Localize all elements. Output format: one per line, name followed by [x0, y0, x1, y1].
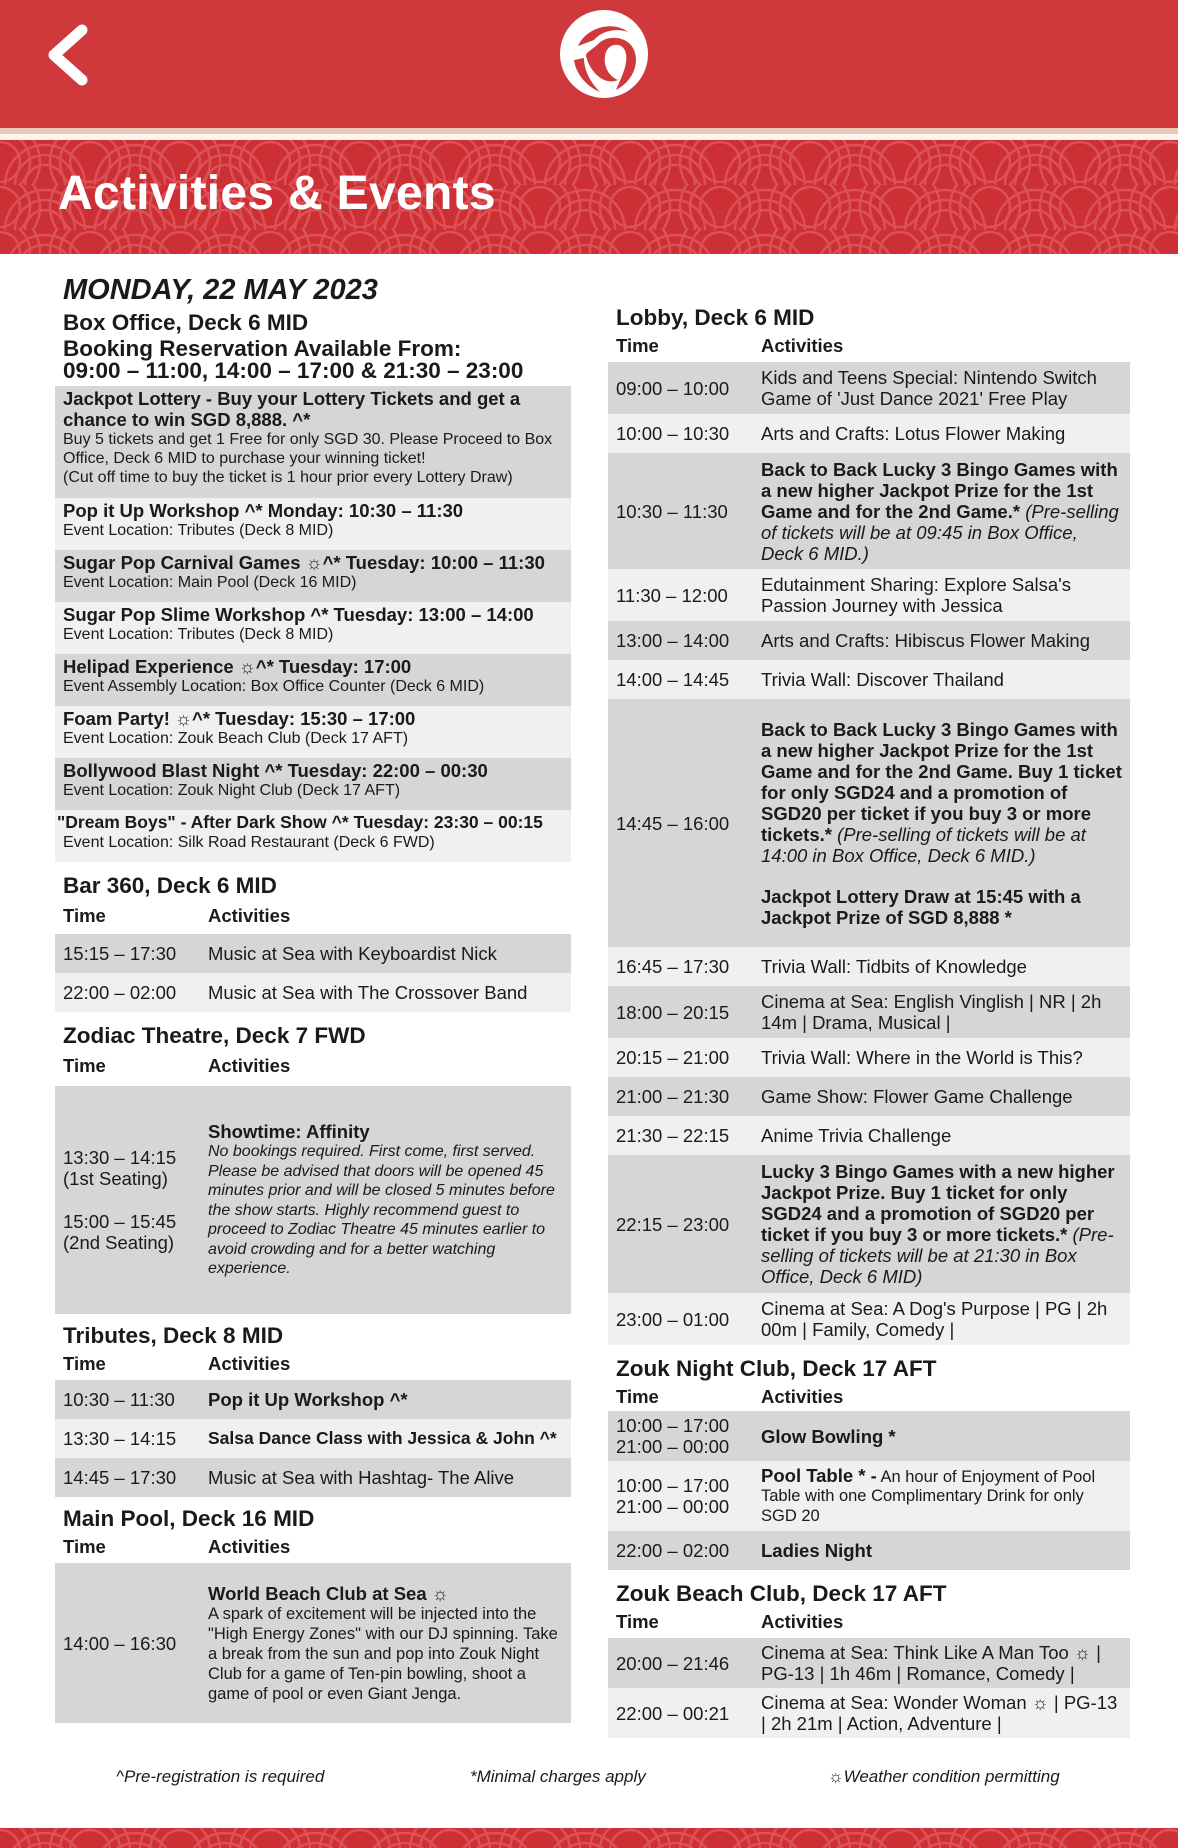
table-header	[55, 904, 571, 928]
row-time: 14:00 – 14:45	[616, 669, 730, 690]
row-activity: Music at Sea with The Crossover Band	[208, 982, 528, 1003]
row-time: 16:45 – 17:30	[616, 956, 730, 977]
table-row	[608, 699, 1130, 947]
row-time: 18:00 – 20:15	[616, 1001, 730, 1023]
table-row	[608, 947, 1130, 986]
table-header	[608, 334, 1130, 358]
table-row	[608, 1155, 1130, 1293]
table-row	[608, 1638, 1130, 1688]
bottom-pattern-strip	[0, 1828, 1178, 1848]
time-header: Time	[616, 335, 659, 356]
table-row	[608, 569, 1130, 621]
row-activity: Cinema at Sea: A Dog's Purpose | PG | 2h 00m | Family, Comedy |	[761, 1298, 1108, 1340]
event-sugar-pop-carnival	[55, 550, 571, 602]
section-title-zouk-night-club: Zouk Night Club, Deck 17 AFT	[616, 1356, 937, 1381]
row-activity: Ladies Night	[761, 1540, 873, 1561]
time-header: Time	[616, 1386, 659, 1407]
table-row	[608, 1411, 1130, 1461]
footnote-pre-registration: ^Pre-registration is required	[116, 1767, 325, 1786]
row-time: 10:30 – 11:30	[616, 500, 728, 522]
section-title-tributes: Tributes, Deck 8 MID	[63, 1323, 284, 1348]
row-time: 22:00 – 02:00	[616, 1540, 730, 1561]
table-row	[55, 1419, 571, 1458]
brand-logo	[556, 6, 652, 102]
time-header: Time	[63, 1055, 106, 1076]
event-location: Event Location: Tributes (Deck 8 MID)	[63, 626, 334, 643]
event-location: Event Location: Tributes (Deck 8 MID)	[63, 522, 334, 539]
row-time: 09:00 – 10:00	[616, 377, 730, 399]
event-note: (Cut off time to buy the ticket is 1 hour prior every Lottery Draw)	[63, 469, 513, 486]
time-slot-2: 21:00 – 00:00	[616, 1496, 730, 1517]
section-title-zodiac: Zodiac Theatre, Deck 7 FWD	[63, 1023, 366, 1048]
table-row	[608, 986, 1130, 1038]
row-activity: Trivia Wall: Discover Thailand	[761, 669, 1004, 690]
event-foam-party	[55, 706, 571, 758]
table-row	[608, 660, 1130, 699]
row-time: 11:30 – 12:00	[616, 584, 728, 606]
event-description: A spark of excitement will be injected into the "High Energy Zones" with our DJ spinning. Take a break from the sun and pop into Zouk Night Club for a game of Ten-pin bowling, shoot a game of pool or even Giant Jenga.	[208, 1604, 558, 1703]
event-title: "Dream Boys" - After Dark Show ^* Tuesday: 23:30 – 00:15	[57, 812, 543, 832]
activity-description: An hour of Enjoyment of Pool Table with one Complimentary Drink for only SGD 20	[761, 1467, 1096, 1525]
event-location: Event Location: Zouk Beach Club (Deck 17 AFT)	[63, 730, 409, 747]
row-time: 10:30 – 11:30	[63, 1389, 175, 1410]
activities-header: Activities	[208, 1055, 291, 1076]
row-activity: Salsa Dance Class with Jessica & John ^*	[208, 1428, 557, 1448]
activities-header: Activities	[208, 1353, 291, 1374]
row-activity: Arts and Crafts: Lotus Flower Making	[761, 423, 1066, 444]
section-title-main-pool: Main Pool, Deck 16 MID	[63, 1506, 315, 1531]
activities-header: Activities	[761, 1611, 844, 1632]
activities-header: Activities	[761, 1386, 844, 1407]
table-row	[608, 1293, 1130, 1345]
row-time: 14:45 – 16:00	[616, 812, 730, 834]
table-row	[608, 1688, 1130, 1738]
event-sugar-pop-slime	[55, 602, 571, 654]
row-time: 13:30 – 14:15	[63, 1428, 177, 1449]
table-row	[608, 414, 1130, 453]
time-header: Time	[63, 1353, 106, 1374]
event-title: Bollywood Blast Night ^* Tuesday: 22:00 – 00:30	[63, 760, 488, 781]
activities-header: Activities	[761, 335, 844, 356]
table-row	[55, 934, 571, 973]
row-activity: Trivia Wall: Tidbits of Knowledge	[761, 956, 1027, 977]
table-row	[608, 362, 1130, 414]
event-title: Helipad Experience ☼^* Tuesday: 17:00	[63, 656, 412, 677]
footnote-charges: *Minimal charges apply	[470, 1767, 646, 1786]
row-activity	[761, 1466, 1130, 1527]
table-header	[55, 1054, 571, 1078]
event-bollywood	[55, 758, 571, 810]
activity-bold: Back to Back Lucky 3 Bingo Games with a new higher Jackpot Prize for the 1st Game and for the 2nd Game. Buy 1 ticket for only SGD24 and a promotion of SGD20 per ticket if you buy 3 or more tickets.*	[761, 718, 1122, 845]
activity-jackpot-draw: Jackpot Lottery Draw at 15:45 with a Jackpot Prize of SGD 8,888 *	[761, 885, 1081, 928]
row-time: 21:00 – 21:30	[616, 1086, 730, 1107]
event-location: Event Location: Zouk Night Club (Deck 17 AFT)	[63, 782, 401, 799]
box-office-title: Box Office, Deck 6 MID	[63, 310, 309, 335]
row-time: 23:00 – 01:00	[616, 1308, 730, 1330]
row-time: 10:00 – 10:30	[616, 423, 730, 444]
table-row	[55, 1458, 571, 1497]
right-column	[608, 304, 1130, 1738]
row-activity: Cinema at Sea: Wonder Woman ☼ | PG-13 | 2h 21m | Action, Adventure |	[761, 1692, 1118, 1734]
table-row	[608, 621, 1130, 660]
page-title: Activities & Events	[58, 167, 496, 220]
seating-1-time: 13:30 – 14:15	[63, 1147, 177, 1168]
event-title: Pop it Up Workshop ^* Monday: 10:30 – 11:30	[63, 500, 464, 521]
left-column	[55, 270, 571, 1723]
table-header	[608, 1610, 1130, 1634]
table-header	[608, 1385, 1130, 1409]
row-activity: Glow Bowling *	[761, 1425, 896, 1447]
table-row	[55, 1086, 571, 1314]
event-pop-it-up	[55, 498, 571, 550]
activity-note: (Pre-selling of tickets will be at 09:45 in Box Office, Deck 6 MID.)	[761, 500, 1119, 564]
row-time: 22:00 – 00:21	[616, 1702, 730, 1724]
activities-header: Activities	[208, 1536, 291, 1557]
activities-header: Activities	[208, 905, 291, 926]
event-title: Sugar Pop Carnival Games ☼^* Tuesday: 10:00 – 11:30	[63, 552, 545, 573]
row-activity	[208, 1121, 571, 1279]
row-activity: Music at Sea with Keyboardist Nick	[208, 943, 497, 964]
table-header	[55, 1535, 571, 1559]
table-row	[55, 1380, 571, 1419]
row-time: 14:00 – 16:30	[63, 1632, 177, 1654]
row-activity: Arts and Crafts: Hibiscus Flower Making	[761, 630, 1090, 651]
seating-1-label: (1st Seating)	[63, 1168, 168, 1189]
title-banner	[0, 140, 1178, 254]
row-time: 22:15 – 23:00	[616, 1213, 730, 1235]
row-time	[608, 1475, 761, 1517]
row-time: 21:30 – 22:15	[616, 1125, 730, 1146]
event-location: Event Assembly Location: Box Office Counter (Deck 6 MID)	[63, 678, 485, 695]
footnote-weather: ☼Weather condition permitting	[828, 1767, 1060, 1786]
table-row	[608, 453, 1130, 569]
time-slot-1: 10:00 – 17:00	[616, 1475, 730, 1496]
event-location: Event Location: Silk Road Restaurant (Deck 6 FWD)	[63, 834, 435, 851]
row-time: 20:00 – 21:46	[616, 1652, 730, 1674]
event-title: World Beach Club at Sea ☼	[208, 1582, 449, 1604]
row-time	[55, 1147, 208, 1253]
event-description: Buy 5 tickets and get 1 Free for only SGD 30. Please Proceed to Box Office, Deck 6 MID to purchase your winning ticket!	[63, 431, 553, 467]
box-office-heading	[55, 310, 571, 361]
table-row	[608, 1461, 1130, 1531]
activity-note: (Pre-selling of tickets will be at 14:00 in Box Office, Deck 6 MID.)	[761, 823, 1086, 866]
table-row	[608, 1038, 1130, 1077]
event-dream-boys	[55, 810, 571, 862]
row-activity: Pop it Up Workshop ^*	[208, 1389, 408, 1410]
row-time: 15:15 – 17:30	[63, 943, 177, 964]
row-activity: Anime Trivia Challenge	[761, 1125, 952, 1146]
event-title: Sugar Pop Slime Workshop ^* Tuesday: 13:00 – 14:00	[63, 604, 534, 625]
row-time: 22:00 – 02:00	[63, 982, 177, 1003]
schedule-date: MONDAY, 22 MAY 2023	[63, 274, 378, 306]
row-activity: Cinema at Sea: Think Like A Man Too ☼ | PG-13 | 1h 46m | Romance, Comedy |	[761, 1642, 1101, 1684]
row-activity: Edutainment Sharing: Explore Salsa's Passion Journey with Jessica	[761, 574, 1071, 616]
row-activity: Kids and Teens Special: Nintendo Switch Game of 'Just Dance 2021' Free Play	[761, 367, 1097, 409]
activity-bold: Lucky 3 Bingo Games with a new higher Jackpot Prize. Buy 1 ticket for only SGD24 and a promotion of SGD20 per ticket if you buy 3 or more tickets.*	[761, 1161, 1115, 1245]
chevron-left-icon	[40, 22, 100, 88]
seating-2-label: (2nd Seating)	[63, 1232, 175, 1253]
event-jackpot-lottery	[55, 386, 571, 498]
time-header: Time	[63, 1536, 106, 1557]
seating-2-time: 15:00 – 15:45	[63, 1211, 177, 1232]
activity-bold: Pool Table * -	[761, 1464, 877, 1486]
section-title-lobby: Lobby, Deck 6 MID	[616, 305, 815, 330]
section-title-bar360: Bar 360, Deck 6 MID	[63, 873, 277, 898]
table-row	[608, 1077, 1130, 1116]
time-header: Time	[616, 1611, 659, 1632]
activity-note: (Pre-selling of tickets will be at 21:30 in Box Office, Deck 6 MID)	[761, 1224, 1114, 1287]
activity-bold: Back to Back Lucky 3 Bingo Games with a new higher Jackpot Prize for the 1st Game and for the 2nd Game.*	[761, 458, 1118, 522]
row-activity	[761, 719, 1130, 928]
table-header	[55, 1352, 571, 1376]
time-slot-1: 10:00 – 17:00	[616, 1415, 730, 1436]
table-row	[608, 1116, 1130, 1155]
row-activity: Game Show: Flower Game Challenge	[761, 1086, 1073, 1107]
box-office-hours: 09:00 – 11:00, 14:00 – 17:00 & 21:30 – 23:00	[63, 358, 524, 383]
event-helipad	[55, 654, 571, 706]
time-header: Time	[63, 905, 106, 926]
row-activity: Music at Sea with Hashtag- The Alive	[208, 1467, 515, 1488]
table-row	[608, 1531, 1130, 1570]
row-time: 20:15 – 21:00	[616, 1047, 730, 1068]
row-activity: Trivia Wall: Where in the World is This?	[761, 1047, 1083, 1068]
row-activity	[761, 1161, 1130, 1287]
row-time	[608, 1415, 761, 1457]
table-row	[55, 973, 571, 1012]
row-activity: Cinema at Sea: English Vinglish | NR | 2h 14m | Drama, Musical |	[761, 991, 1102, 1033]
row-time: 14:45 – 17:30	[63, 1467, 177, 1488]
event-location: Event Location: Main Pool (Deck 16 MID)	[63, 574, 357, 591]
row-activity	[208, 1583, 571, 1704]
time-slot-2: 21:00 – 00:00	[616, 1436, 730, 1457]
event-title: Foam Party! ☼^* Tuesday: 15:30 – 17:00	[63, 708, 416, 729]
section-title-zouk-beach-club: Zouk Beach Club, Deck 17 AFT	[616, 1581, 947, 1606]
top-bar	[0, 0, 1178, 128]
event-title: Jackpot Lottery - Buy your Lottery Tickets and get a chance to win SGD 8,888. ^*	[63, 388, 521, 430]
back-button[interactable]	[40, 22, 100, 88]
show-description: No bookings required. First come, first served. Please be advised that doors will be opened 45 minutes prior and will be closed 5 minutes before the show starts. Highly recommend guest to proceed to Zodiac Theatre 45 minutes earlier to avoid crowding and for a better watching experience.	[208, 1143, 555, 1278]
row-activity	[761, 459, 1130, 564]
box-office-subtitle: Booking Reservation Available From:	[63, 336, 462, 361]
table-row	[55, 1563, 571, 1723]
show-title: Showtime: Affinity	[208, 1121, 370, 1143]
row-time: 13:00 – 14:00	[616, 630, 730, 651]
